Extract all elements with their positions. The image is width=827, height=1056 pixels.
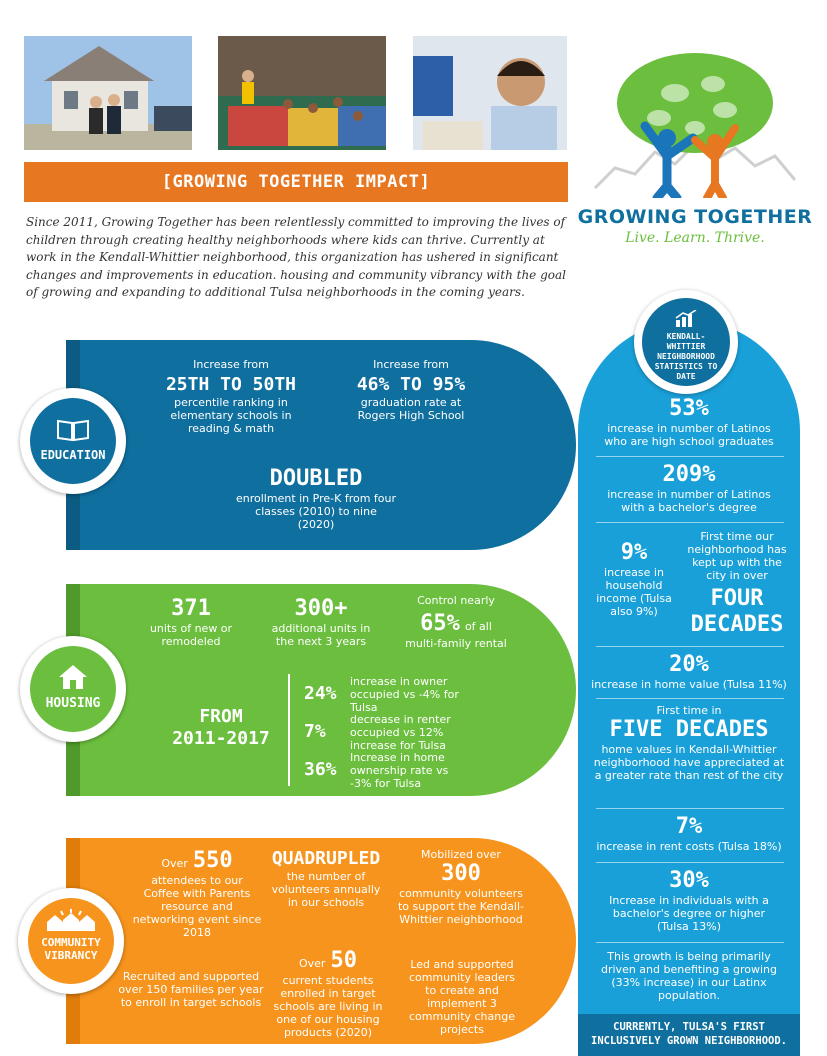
intro-paragraph: Since 2011, Growing Together has been relentlessly committed to improving the lives of children through creating healthy neighborhoods where kids can thrive. Currently at work in the Kendall-Whittier neighborhood, this organization has ushered in significant changes and improvements in education. housing and community vibrancy with the goal of growing and expanding to additional Tulsa neighborhoods in the coming years. xyxy=(26,215,566,299)
housing-label: HOUSING xyxy=(45,696,101,711)
com-f-txt: Led and supported community leaders to create and implement 3 community change projects xyxy=(408,958,516,1036)
house-icon xyxy=(58,664,88,690)
sb-s6-txt: home values in Kendall-Whittier neighborhood have appreciated at a greater rate than rest of the city xyxy=(593,743,785,782)
hou-years: 2011-2017 xyxy=(172,728,270,749)
hou-r3-txt: Increase in home ownership rate vs -3% for Tulsa xyxy=(350,750,449,790)
community-band xyxy=(66,838,576,1044)
hou-r2-pct: 7% xyxy=(304,721,326,742)
tree-logo-icon xyxy=(575,48,815,198)
sidebar-badge-text: KENDALL-WHITTIER NEIGHBORHOOD STATISTICS TO DATE xyxy=(654,332,718,381)
edu-c-big: DOUBLED xyxy=(269,466,363,491)
sb-footer-text: CURRENTLY, TULSA'S FIRST INCLUSIVELY GROWN NEIGHBORHOOD. xyxy=(591,1021,787,1047)
com-a-post: attendees to our Coffee with Parents resource and networking event since 2018 xyxy=(132,874,262,939)
edu-a-post: percentile ranking in elementary schools in reading & math xyxy=(170,396,292,435)
community-circle xyxy=(18,888,124,994)
hou-c-of: of all xyxy=(464,620,492,633)
hou-c-post: multi-family rental xyxy=(405,637,507,650)
sidebar-badge xyxy=(634,290,738,394)
hou-a-post: units of new or remodeled xyxy=(149,622,233,648)
sb-s5-txt: increase in home value (Tulsa 11%) xyxy=(591,678,787,691)
hou-c-pre: Control nearly xyxy=(417,594,495,607)
hou-r1-txt: increase in owner occupied vs -4% for Tulsa xyxy=(350,674,459,714)
bar-chart-icon xyxy=(675,310,697,328)
sb-s3-txt: increase in household income (Tulsa also 9%) xyxy=(596,566,672,618)
edu-b-pre: Increase from xyxy=(373,358,449,371)
growing-together-logo xyxy=(575,48,815,253)
com-a-big: 550 xyxy=(192,848,233,873)
edu-a-big: 25TH TO 50TH xyxy=(165,374,297,395)
education-band xyxy=(66,340,576,550)
neighborhood-houses-icon xyxy=(43,908,99,932)
com-b-post: the number of volunteers annually in our schools xyxy=(271,870,381,909)
com-e-post: current students enrolled in target schools are living in one of our housing products (2020) xyxy=(273,974,383,1039)
hou-r2-txt: decrease in renter occupied vs 12% increase for Tulsa xyxy=(350,712,451,752)
com-e-big: 50 xyxy=(330,948,358,973)
community-label-1: COMMUNITY xyxy=(41,936,101,949)
com-c-post: community volunteers to support the Kendall-Whittier neighborhood xyxy=(397,887,525,926)
book-icon xyxy=(56,418,90,442)
hou-c-big: 65% xyxy=(420,611,460,636)
hou-a-big: 371 xyxy=(171,596,211,621)
com-d-txt: Recruited and supported over 150 families per year to enroll in target schools xyxy=(118,970,264,1009)
hou-b-big: 300+ xyxy=(294,596,348,621)
sb-s1-big: 53% xyxy=(669,396,709,421)
sb-s7-txt: increase in rent costs (Tulsa 18%) xyxy=(596,840,782,853)
education-circle xyxy=(20,388,126,494)
community-label-2: VIBRANCY xyxy=(44,949,98,962)
impact-banner: [GROWING TOGETHER IMPACT] xyxy=(24,162,568,202)
sb-s4-txt: First time our neighborhood has kept up with the city in over xyxy=(687,530,787,582)
housing-circle xyxy=(20,636,126,742)
sb-s9-txt: This growth is being primarily driven and benefiting a growing (33% increase) in our Latinx population. xyxy=(601,950,777,1002)
hou-from: FROM xyxy=(199,706,243,727)
hou-r3-pct: 36% xyxy=(304,759,337,780)
com-c-big: 300 xyxy=(441,861,481,886)
sb-s3-big: 9% xyxy=(620,540,648,565)
hou-r1-pct: 24% xyxy=(304,683,337,704)
photo-boy xyxy=(413,36,567,150)
sb-s2-txt: increase in number of Latinos with a bachelor's degree xyxy=(607,488,771,514)
edu-c-post: enrollment in Pre-K from four classes (2010) to nine (2020) xyxy=(236,492,397,531)
photo-classroom xyxy=(218,36,386,150)
com-c-pre: Mobilized over xyxy=(421,848,501,861)
edu-b-big: 46% TO 95% xyxy=(356,374,466,395)
housing-band xyxy=(66,584,576,796)
sb-s2-big: 209% xyxy=(662,462,716,487)
com-a-pre: Over xyxy=(161,857,188,870)
sb-s7-big: 7% xyxy=(675,814,703,839)
sb-s1-txt: increase in number of Latinos who are high school graduates xyxy=(604,422,774,448)
hou-b-post: additional units in the next 3 years xyxy=(271,622,371,648)
sb-s6-pre: First time in xyxy=(656,704,722,717)
education-label: EDUCATION xyxy=(40,448,106,462)
sb-s4-big: FOUR DECADES xyxy=(690,586,784,637)
photo-house-family xyxy=(24,36,192,150)
com-b-big: QUADRUPLED xyxy=(271,848,381,869)
edu-b-post: graduation rate at Rogers High School xyxy=(357,396,465,422)
sb-s6-big: FIVE DECADES xyxy=(609,717,769,742)
logo-tagline: Live. Learn. Thrive. xyxy=(625,230,765,246)
logo-name: GROWING TOGETHER xyxy=(577,206,813,228)
com-e-pre: Over xyxy=(298,957,326,970)
edu-a-pre: Increase from xyxy=(193,358,269,371)
sb-s5-big: 20% xyxy=(669,652,709,677)
sb-s8-big: 30% xyxy=(669,868,709,893)
sb-s8-txt: Increase in individuals with a bachelor's degree or higher (Tulsa 13%) xyxy=(609,894,769,933)
